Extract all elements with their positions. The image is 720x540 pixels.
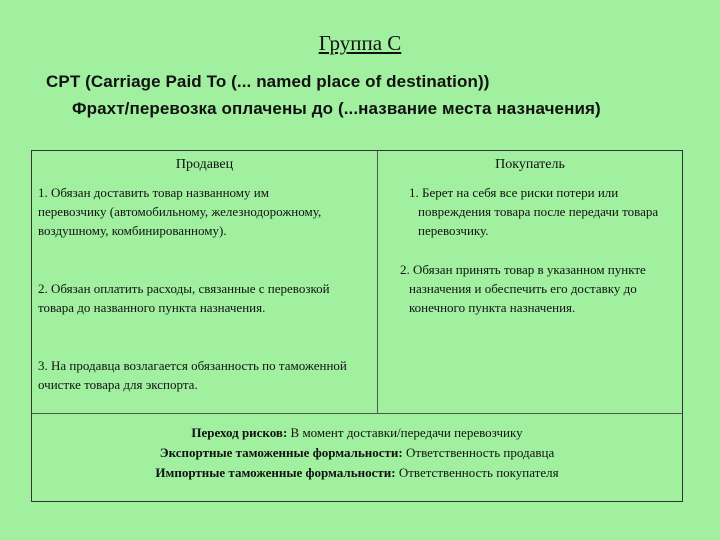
export-label: Экспортные таможенные формальности: [159, 445, 403, 460]
import-value: Ответственность покупателя [395, 465, 559, 480]
buyer-header: Покупатель [495, 157, 565, 172]
terms-table [31, 150, 683, 502]
seller-item-2: 2. Обязан оплатить расходы, связанные с перевозкой товара до названного пункта назначения. [38, 281, 330, 315]
heading-english: CPT (Carriage Paid To (... named place of destination)) [46, 72, 490, 91]
risk-label: Переход рисков: [191, 425, 288, 440]
import-label: Импортные таможенные формальности: [155, 465, 396, 480]
footer-divider [32, 413, 682, 414]
buyer-item-2: 2. Обязан принять товар в указанном пункте назначения и обеспечить его доставку до конечного пункта назначения. [400, 262, 646, 315]
page-title: Группа С [318, 31, 402, 55]
buyer-item-1: 1. Берет на себя все риски потери или повреждения товара после передачи товара перевозчику. [409, 185, 659, 238]
seller-header: Продавец [175, 157, 234, 172]
risk-line [32, 423, 682, 443]
import-line [32, 463, 682, 483]
export-value: Ответственность продавца [402, 445, 555, 460]
heading-russian: Фрахт/перевозка оплачены до (...название места назначения) [72, 99, 601, 118]
seller-item-1: 1. Обязан доставить товар названному им перевозчику (автомобильному, железнодорожному, воздушному, комбинированному). [38, 185, 322, 238]
seller-item-3: 3. На продавца возлагается обязанность по таможенной очистке товара для экспорта. [38, 358, 347, 392]
risk-value: В момент доставки/передачи перевозчику [287, 425, 523, 440]
column-divider [377, 151, 378, 413]
export-line [32, 443, 682, 463]
footer-summary [32, 423, 682, 483]
